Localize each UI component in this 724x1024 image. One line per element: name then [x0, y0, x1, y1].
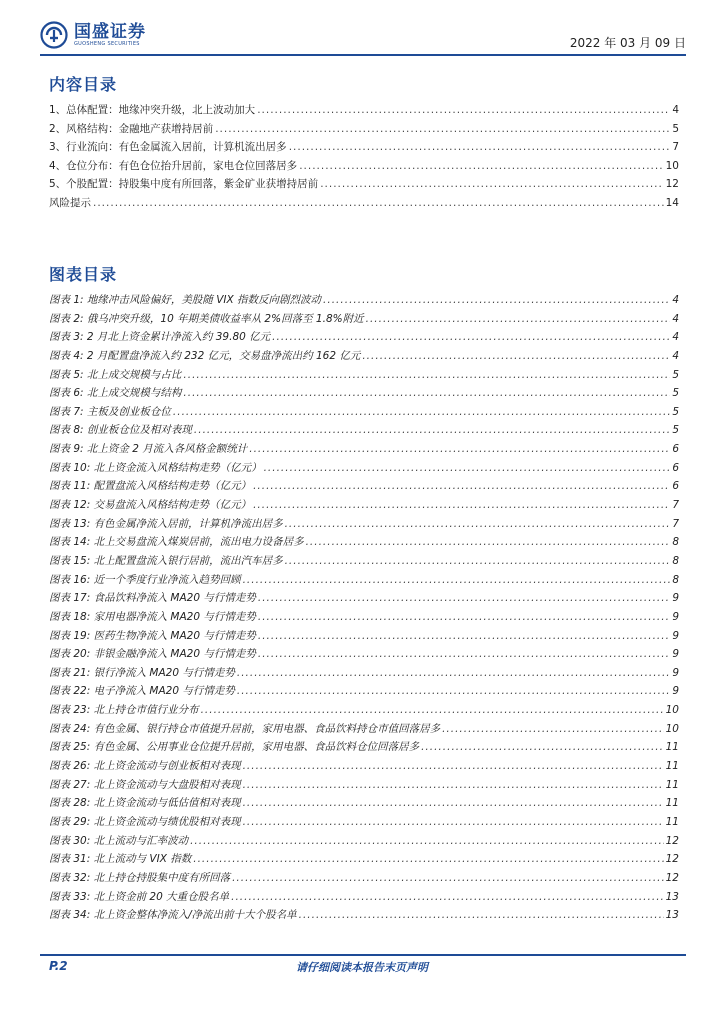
figure-entry-label: 图表 32: 北上持仓持股集中度有所回落 — [49, 871, 231, 884]
figures-list — [49, 291, 679, 925]
dot-leader — [362, 347, 670, 366]
figure-entry-page: 11 — [665, 815, 679, 828]
figure-entry-page: 13 — [665, 890, 679, 903]
figure-entry-page: 7 — [672, 499, 679, 512]
dot-leader — [320, 175, 663, 194]
figure-entry-page: 5 — [672, 387, 679, 400]
dot-leader — [243, 813, 664, 832]
figure-entry-page: 11 — [665, 778, 679, 791]
figure-entry-label: 图表 27: 北上资金流动与大盘股相对表现 — [49, 778, 241, 791]
brand-logo — [40, 20, 146, 50]
dot-leader — [193, 850, 663, 869]
figure-entry[interactable] — [49, 366, 679, 385]
dot-leader — [285, 515, 671, 534]
figure-entry-page: 12 — [665, 871, 679, 884]
dot-leader — [183, 384, 670, 403]
figure-entry-page: 11 — [665, 760, 679, 773]
figure-entry-page: 5 — [672, 368, 679, 381]
figure-entry-label: 图表 15: 北上配置盘流入银行居前，流出汽车居多 — [49, 554, 283, 567]
figure-entry[interactable] — [49, 869, 679, 888]
figure-entry[interactable] — [49, 813, 679, 832]
dot-leader — [183, 366, 670, 385]
toc-entry[interactable] — [49, 194, 679, 213]
figure-entry[interactable] — [49, 850, 679, 869]
figure-entry-page: 13 — [665, 909, 679, 922]
toc-entry[interactable] — [49, 120, 679, 139]
dot-leader — [264, 459, 671, 478]
figure-entry-page: 9 — [672, 648, 679, 661]
figure-entry[interactable] — [49, 328, 679, 347]
figure-entry-page: 5 — [672, 424, 679, 437]
figure-entry-label: 图表 3: 2 月北上资金累计净流入约 39.80 亿元 — [49, 331, 271, 344]
figure-entry[interactable] — [49, 440, 679, 459]
toc-entry-page: 14 — [665, 196, 679, 209]
figure-entry[interactable] — [49, 627, 679, 646]
figure-entry[interactable] — [49, 794, 679, 813]
figure-entry-label: 图表 9: 北上资金 2 月流入各风格金额统计 — [49, 443, 248, 456]
toc-entry-label: 2、风格结构：金融地产获增持居前 — [49, 122, 214, 135]
figure-entry[interactable] — [49, 776, 679, 795]
figure-entry-page: 9 — [672, 685, 679, 698]
dot-leader — [421, 738, 664, 757]
figure-entry-page: 4 — [672, 331, 679, 344]
figure-entry-page: 6 — [672, 443, 679, 456]
dot-leader — [299, 906, 664, 925]
figure-entry-page: 11 — [665, 797, 679, 810]
toc-entry-page: 7 — [672, 141, 679, 154]
figure-entry[interactable] — [49, 645, 679, 664]
toc-entry-label: 风险提示 — [49, 196, 91, 209]
page-header — [40, 18, 686, 52]
figure-entry-label: 图表 11: 配置盘流入风格结构走势（亿元） — [49, 480, 252, 493]
dot-leader — [253, 496, 670, 515]
toc-entry-page: 12 — [665, 178, 679, 191]
report-date: 2022 年 03 月 09 日 — [569, 36, 686, 50]
figure-entry-page: 9 — [672, 629, 679, 642]
figure-entry-page: 4 — [672, 349, 679, 362]
toc-entry-label: 3、行业流向：有色金属流入居前，计算机流出居多 — [49, 141, 287, 154]
figure-entry-page: 9 — [672, 610, 679, 623]
figure-entry[interactable] — [49, 701, 679, 720]
figure-entry-page: 12 — [665, 853, 679, 866]
figure-entry-label: 图表 17: 食品饮料净流入 MA20 与行情走势 — [49, 592, 256, 605]
toc-entry[interactable] — [49, 175, 679, 194]
figure-entry[interactable] — [49, 459, 679, 478]
figure-entry-page: 8 — [672, 573, 679, 586]
dot-leader — [258, 608, 670, 627]
toc-entry[interactable] — [49, 138, 679, 157]
figure-entry-label: 图表 12: 交易盘流入风格结构走势（亿元） — [49, 499, 252, 512]
figure-entry[interactable] — [49, 477, 679, 496]
dot-leader — [258, 645, 670, 664]
dot-leader — [257, 101, 670, 120]
figure-entry-label: 图表 18: 家用电器净流入 MA20 与行情走势 — [49, 610, 256, 623]
dot-leader — [93, 194, 664, 213]
dot-leader — [231, 888, 664, 907]
figure-entry-label: 图表 31: 北上流动与 VIX 指数 — [49, 853, 192, 866]
figure-entry-label: 图表 29: 北上资金流动与绩优股相对表现 — [49, 815, 241, 828]
dot-leader — [258, 589, 670, 608]
figure-entry[interactable] — [49, 571, 679, 590]
disclaimer-note: 请仔细阅读本报告末页声明 — [296, 961, 428, 974]
dot-leader — [243, 794, 664, 813]
figure-entry[interactable] — [49, 310, 679, 329]
figure-entry[interactable] — [49, 347, 679, 366]
figure-entry-label: 图表 26: 北上资金流动与创业板相对表现 — [49, 760, 241, 773]
figure-entry-page: 11 — [665, 741, 679, 754]
toc-entry[interactable] — [49, 101, 679, 120]
figure-entry[interactable] — [49, 403, 679, 422]
figure-entry[interactable] — [49, 757, 679, 776]
figure-entry-page: 10 — [665, 704, 679, 717]
dot-leader — [442, 720, 664, 739]
figure-entry-label: 图表 34: 北上资金整体净流入/净流出前十大个股名单 — [49, 909, 297, 922]
dot-leader — [201, 701, 664, 720]
dot-leader — [253, 477, 670, 496]
figure-entry-page: 9 — [672, 592, 679, 605]
dot-leader — [190, 832, 664, 851]
figure-entry[interactable] — [49, 552, 679, 571]
figure-entry-label: 图表 33: 北上资金前 20 大重仓股名单 — [49, 890, 230, 903]
figure-entry[interactable] — [49, 608, 679, 627]
toc-entry-page: 10 — [665, 159, 679, 172]
figure-entry-page: 6 — [672, 480, 679, 493]
contents-title: 内容目录 — [49, 75, 118, 94]
figure-entry-label: 图表 20: 非银金融净流入 MA20 与行情走势 — [49, 648, 256, 661]
dot-leader — [323, 291, 670, 310]
figure-entry[interactable] — [49, 589, 679, 608]
figure-entry-page: 4 — [672, 294, 679, 306]
dot-leader — [272, 328, 670, 347]
dot-leader — [243, 776, 664, 795]
figure-entry[interactable] — [49, 533, 679, 552]
figure-entry-label: 图表 6: 北上成交规模与结构 — [49, 387, 182, 400]
figure-entry-label: 图表 24: 有色金属、银行持仓市值提升居前，家用电器、食品饮料持仓市值回落居多 — [49, 722, 441, 735]
figure-entry[interactable] — [49, 906, 679, 925]
dot-leader — [243, 757, 664, 776]
figure-entry[interactable] — [49, 384, 679, 403]
figure-entry-page: 7 — [672, 517, 679, 530]
dot-leader — [215, 120, 670, 139]
dot-leader — [299, 157, 663, 176]
figure-entry[interactable] — [49, 421, 679, 440]
dot-leader — [194, 421, 670, 440]
dot-leader — [237, 664, 670, 683]
figure-entry-label: 图表 25: 有色金属、公用事业仓位提升居前，家用电器、食品饮料仓位回落居多 — [49, 741, 420, 754]
figure-entry-label: 图表 30: 北上流动与汇率波动 — [49, 834, 189, 847]
figure-entry[interactable] — [49, 888, 679, 907]
figure-entry-label: 图表 2: 俄乌冲突升级，10 年期美债收益率从 2%回落至 1.8%附近 — [49, 312, 364, 325]
toc-entry-page: 5 — [672, 122, 679, 135]
toc-entry-label: 1、总体配置：地缘冲突升级，北上波动加大 — [49, 104, 256, 116]
figure-entry-label: 图表 13: 有色金属净流入居前，计算机净流出居多 — [49, 517, 283, 530]
dot-leader — [289, 138, 671, 157]
figure-entry-label: 图表 22: 电子净流入 MA20 与行情走势 — [49, 685, 235, 698]
dot-leader — [366, 310, 671, 329]
brand-name-cn: 国盛证券 — [74, 21, 146, 42]
toc-entry-label: 5、个股配置：持股集中度有所回落，紫金矿业获增持居前 — [49, 178, 319, 191]
figure-entry[interactable] — [49, 291, 679, 310]
figure-entry-label: 图表 16: 近一个季度行业净流入趋势回顾 — [49, 573, 241, 586]
figure-entry-label: 图表 28: 北上资金流动与低估值相对表现 — [49, 797, 241, 810]
logo-icon — [40, 21, 68, 49]
toc-entry[interactable] — [49, 157, 679, 176]
header-divider — [40, 54, 686, 56]
figure-entry[interactable] — [49, 682, 679, 701]
dot-leader — [285, 552, 671, 571]
figure-entry[interactable] — [49, 515, 679, 534]
figure-entry[interactable] — [49, 720, 679, 739]
figure-entry-label: 图表 14: 北上交易盘流入煤炭居前，流出电力设备居多 — [49, 536, 304, 549]
toc-entry-page: 4 — [672, 104, 679, 116]
figure-entry[interactable] — [49, 738, 679, 757]
figures-title: 图表目录 — [49, 265, 118, 284]
figure-entry-label: 图表 23: 北上持仓市值行业分布 — [49, 704, 199, 717]
figure-entry[interactable] — [49, 832, 679, 851]
figure-entry-label: 图表 7: 主板及创业板仓位 — [49, 405, 171, 418]
figure-entry-page: 8 — [672, 554, 679, 567]
figure-entry-page: 12 — [665, 834, 679, 847]
figure-entry-label: 图表 1: 地缘冲击风险偏好，美股随 VIX 指数反向剧烈波动 — [49, 294, 322, 306]
figure-entry[interactable] — [49, 664, 679, 683]
brand-name-en: GUOSHENG SECURITIES — [74, 40, 140, 47]
dot-leader — [232, 869, 664, 888]
figure-entry-label: 图表 21: 银行净流入 MA20 与行情走势 — [49, 666, 235, 679]
dot-leader — [306, 533, 671, 552]
figure-entry-label: 图表 8: 创业板仓位及相对表现 — [49, 424, 192, 437]
dot-leader — [249, 440, 670, 459]
figure-entry-page: 4 — [672, 312, 679, 325]
figure-entry-page: 10 — [665, 722, 679, 735]
dot-leader — [258, 627, 670, 646]
figure-entry-label: 图表 10: 北上资金流入风格结构走势（亿元） — [49, 461, 262, 474]
figure-entry-page: 8 — [672, 536, 679, 549]
figure-entry[interactable] — [49, 496, 679, 515]
figure-entry-page: 6 — [672, 461, 679, 474]
dot-leader — [237, 682, 670, 701]
figure-entry-label: 图表 19: 医药生物净流入 MA20 与行情走势 — [49, 629, 256, 642]
contents-list — [49, 101, 679, 213]
figure-entry-page: 9 — [672, 666, 679, 679]
dot-leader — [173, 403, 670, 422]
page-number: P.2 — [49, 959, 68, 973]
figure-entry-page: 5 — [672, 405, 679, 418]
toc-entry-label: 4、仓位分布：有色仓位抬升居前，家电仓位回落居多 — [49, 159, 298, 172]
footer-divider — [40, 954, 686, 956]
figure-entry-label: 图表 4: 2 月配置盘净流入约 232 亿元，交易盘净流出约 162 亿元 — [49, 349, 361, 362]
dot-leader — [243, 571, 671, 590]
figure-entry-label: 图表 5: 北上成交规模与占比 — [49, 368, 182, 381]
